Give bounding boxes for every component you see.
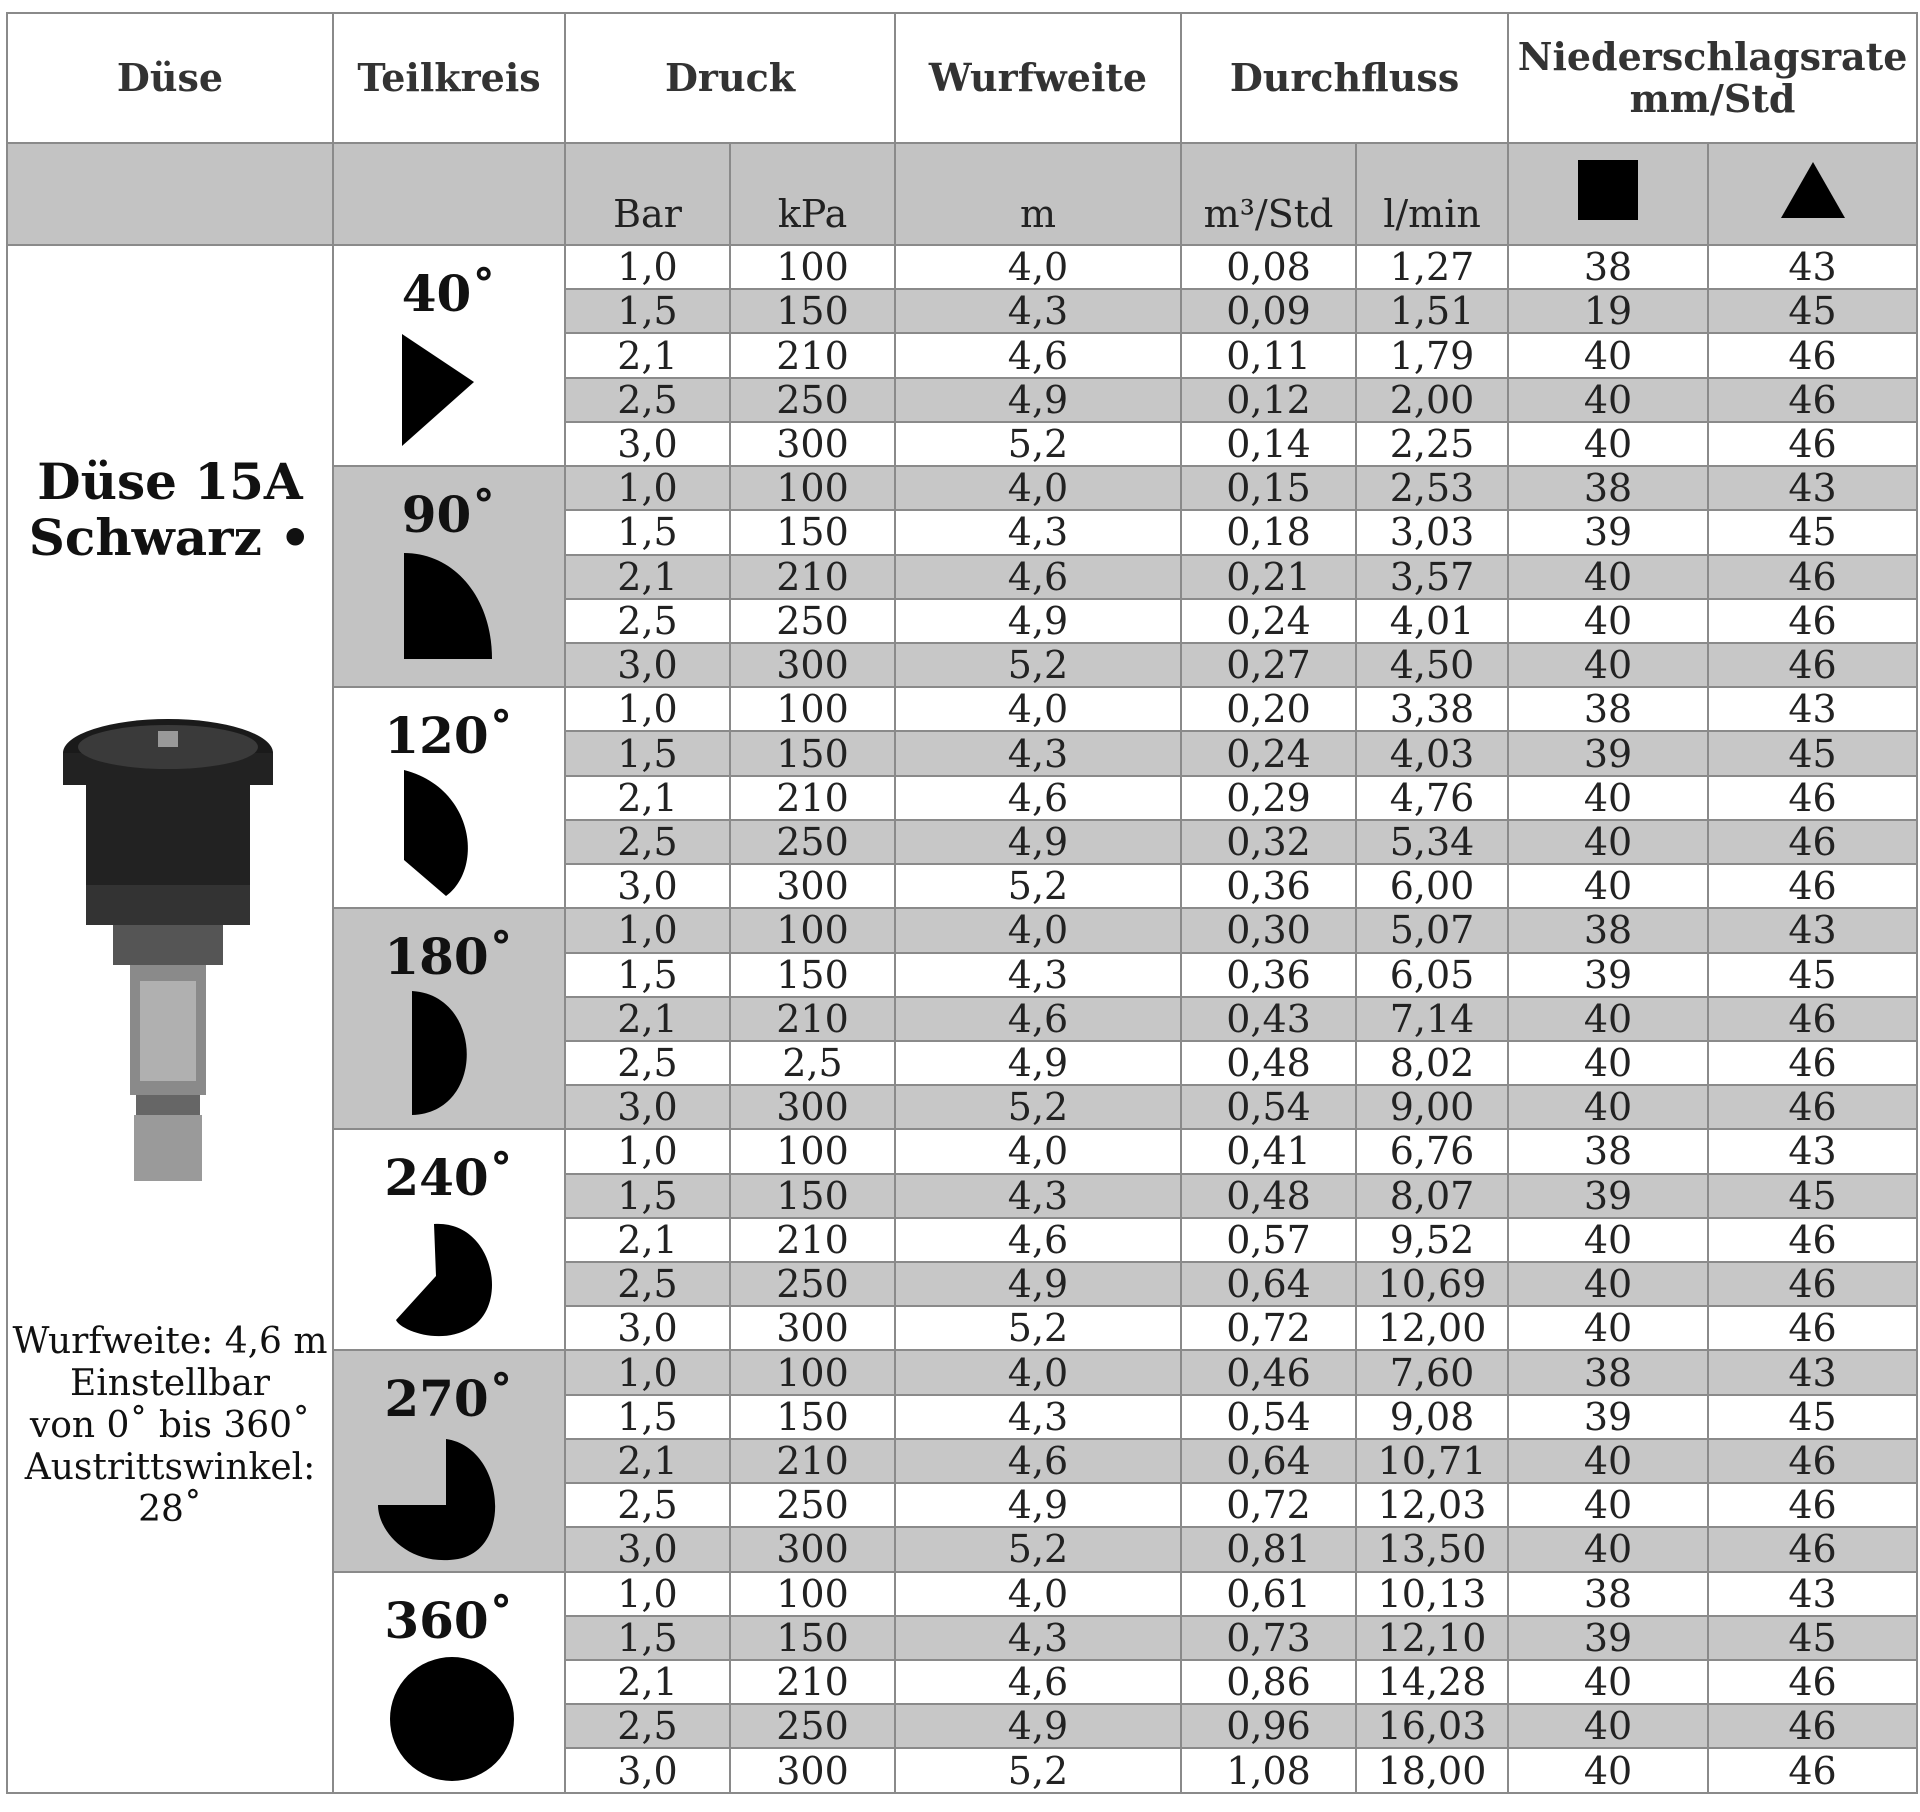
unit-m: m xyxy=(895,143,1181,245)
cell-rate-square: 39 xyxy=(1508,953,1708,997)
cell-flow-m3: 0,21 xyxy=(1181,555,1356,599)
cell-rate-square: 40 xyxy=(1508,643,1708,687)
cell-pressure-bar: 3,0 xyxy=(565,643,730,687)
cell-pressure-bar: 2,5 xyxy=(565,378,730,422)
header-niederschlagsrate-label: Niederschlagsrate xyxy=(1517,34,1908,79)
cell-pressure-kpa: 150 xyxy=(730,731,895,775)
cell-rate-square: 40 xyxy=(1508,820,1708,864)
unit-m3-std: m³/Std xyxy=(1181,143,1356,245)
arc-label: 360˚ xyxy=(384,1590,514,1650)
cell-flow-m3: 0,29 xyxy=(1181,776,1356,820)
cell-rate-triangle: 45 xyxy=(1708,953,1917,997)
cell-throw-m: 4,3 xyxy=(895,731,1181,775)
cell-pressure-kpa: 100 xyxy=(730,908,895,952)
cell-flow-lmin: 10,13 xyxy=(1356,1572,1508,1616)
header-teilkreis: Teilkreis xyxy=(333,13,565,143)
cell-pressure-kpa: 250 xyxy=(730,820,895,864)
cell-flow-lmin: 12,10 xyxy=(1356,1616,1508,1660)
sector-120-icon xyxy=(374,768,524,898)
unit-blank-teilkreis xyxy=(333,143,565,245)
cell-flow-lmin: 3,57 xyxy=(1356,555,1508,599)
cell-rate-triangle: 45 xyxy=(1708,1616,1917,1660)
cell-rate-square: 40 xyxy=(1508,997,1708,1041)
cell-flow-lmin: 1,79 xyxy=(1356,333,1508,377)
cell-pressure-kpa: 150 xyxy=(730,510,895,554)
cell-flow-m3: 0,11 xyxy=(1181,333,1356,377)
cell-flow-m3: 0,36 xyxy=(1181,864,1356,908)
cell-flow-m3: 0,30 xyxy=(1181,908,1356,952)
cell-rate-square: 38 xyxy=(1508,687,1708,731)
cell-throw-m: 4,9 xyxy=(895,1041,1181,1085)
cell-pressure-bar: 1,0 xyxy=(565,687,730,731)
cell-flow-lmin: 10,69 xyxy=(1356,1262,1508,1306)
cell-rate-square: 40 xyxy=(1508,599,1708,643)
cell-pressure-kpa: 150 xyxy=(730,1174,895,1218)
cell-flow-lmin: 9,00 xyxy=(1356,1085,1508,1129)
cell-flow-lmin: 6,05 xyxy=(1356,953,1508,997)
cell-flow-lmin: 3,38 xyxy=(1356,687,1508,731)
cell-flow-m3: 0,86 xyxy=(1181,1660,1356,1704)
cell-throw-m: 4,0 xyxy=(895,1129,1181,1173)
cell-pressure-bar: 2,1 xyxy=(565,1218,730,1262)
cell-rate-triangle: 46 xyxy=(1708,643,1917,687)
cell-rate-triangle: 43 xyxy=(1708,1572,1917,1616)
cell-flow-lmin: 1,27 xyxy=(1356,245,1508,289)
cell-rate-triangle: 43 xyxy=(1708,1350,1917,1394)
cell-rate-square: 39 xyxy=(1508,731,1708,775)
cell-flow-m3: 1,08 xyxy=(1181,1748,1356,1793)
cell-rate-triangle: 46 xyxy=(1708,1306,1917,1350)
unit-l-min: l/min xyxy=(1356,143,1508,245)
cell-pressure-kpa: 250 xyxy=(730,1483,895,1527)
arc-cell xyxy=(333,245,565,466)
cell-pressure-bar: 3,0 xyxy=(565,864,730,908)
sector-40-icon xyxy=(374,326,524,456)
cell-rate-square: 40 xyxy=(1508,1218,1708,1262)
cell-pressure-kpa: 150 xyxy=(730,289,895,333)
cell-throw-m: 4,9 xyxy=(895,1704,1181,1748)
cell-flow-m3: 0,36 xyxy=(1181,953,1356,997)
cell-throw-m: 4,3 xyxy=(895,1174,1181,1218)
cell-rate-square: 40 xyxy=(1508,1306,1708,1350)
cell-pressure-kpa: 100 xyxy=(730,466,895,510)
cell-pressure-kpa: 300 xyxy=(730,643,895,687)
cell-rate-triangle: 43 xyxy=(1708,687,1917,731)
cell-throw-m: 5,2 xyxy=(895,1748,1181,1793)
header-niederschlagsrate-unit: mm/Std xyxy=(1629,76,1796,121)
cell-pressure-kpa: 250 xyxy=(730,1262,895,1306)
cell-flow-m3: 0,57 xyxy=(1181,1218,1356,1262)
cell-rate-triangle: 46 xyxy=(1708,1262,1917,1306)
cell-throw-m: 4,3 xyxy=(895,953,1181,997)
cell-pressure-kpa: 250 xyxy=(730,1704,895,1748)
cell-throw-m: 4,3 xyxy=(895,1616,1181,1660)
cell-rate-square: 40 xyxy=(1508,378,1708,422)
arc-label: 180˚ xyxy=(384,927,514,987)
cell-flow-lmin: 4,01 xyxy=(1356,599,1508,643)
cell-pressure-kpa: 300 xyxy=(730,1748,895,1793)
cell-rate-square: 40 xyxy=(1508,333,1708,377)
cell-pressure-kpa: 150 xyxy=(730,1616,895,1660)
cell-throw-m: 5,2 xyxy=(895,1527,1181,1571)
cell-flow-lmin: 12,03 xyxy=(1356,1483,1508,1527)
cell-pressure-kpa: 300 xyxy=(730,1527,895,1571)
arc-cell xyxy=(333,1129,565,1350)
cell-flow-lmin: 18,00 xyxy=(1356,1748,1508,1793)
cell-flow-lmin: 2,53 xyxy=(1356,466,1508,510)
arc-cell xyxy=(333,1350,565,1571)
cell-rate-triangle: 46 xyxy=(1708,864,1917,908)
cell-pressure-kpa: 300 xyxy=(730,1306,895,1350)
cell-flow-m3: 0,15 xyxy=(1181,466,1356,510)
cell-flow-lmin: 4,50 xyxy=(1356,643,1508,687)
cell-flow-m3: 0,64 xyxy=(1181,1439,1356,1483)
cell-rate-triangle: 46 xyxy=(1708,1704,1917,1748)
arc-cell xyxy=(333,466,565,687)
arc-cell xyxy=(333,1572,565,1793)
cell-pressure-kpa: 210 xyxy=(730,555,895,599)
cell-throw-m: 4,9 xyxy=(895,1262,1181,1306)
arc-label: 40˚ xyxy=(401,264,497,323)
cell-pressure-bar: 1,0 xyxy=(565,1350,730,1394)
cell-flow-lmin: 6,76 xyxy=(1356,1129,1508,1173)
cell-pressure-kpa: 210 xyxy=(730,997,895,1041)
cell-pressure-bar: 3,0 xyxy=(565,1748,730,1793)
cell-pressure-bar: 3,0 xyxy=(565,1527,730,1571)
cell-rate-square: 40 xyxy=(1508,1660,1708,1704)
cell-rate-square: 38 xyxy=(1508,1129,1708,1173)
cell-rate-triangle: 46 xyxy=(1708,555,1917,599)
cell-flow-m3: 0,72 xyxy=(1181,1306,1356,1350)
cell-rate-triangle: 46 xyxy=(1708,1527,1917,1571)
cell-flow-m3: 0,72 xyxy=(1181,1483,1356,1527)
cell-flow-lmin: 9,08 xyxy=(1356,1395,1508,1439)
nozzle-note-angle-label: Austrittswinkel: xyxy=(24,1447,316,1488)
nozzle-title xyxy=(8,454,332,566)
cell-pressure-kpa: 250 xyxy=(730,378,895,422)
cell-pressure-bar: 2,5 xyxy=(565,1041,730,1085)
cell-flow-lmin: 10,71 xyxy=(1356,1439,1508,1483)
header-durchfluss: Durchfluss xyxy=(1181,13,1508,143)
cell-pressure-bar: 1,5 xyxy=(565,731,730,775)
cell-pressure-kpa: 100 xyxy=(730,687,895,731)
cell-pressure-bar: 2,5 xyxy=(565,1704,730,1748)
triangle-icon xyxy=(1781,162,1845,218)
cell-pressure-bar: 2,5 xyxy=(565,599,730,643)
cell-pressure-bar: 2,1 xyxy=(565,333,730,377)
cell-throw-m: 4,6 xyxy=(895,555,1181,599)
cell-rate-triangle: 45 xyxy=(1708,289,1917,333)
cell-pressure-kpa: 210 xyxy=(730,1439,895,1483)
cell-flow-lmin: 9,52 xyxy=(1356,1218,1508,1262)
cell-rate-square: 40 xyxy=(1508,1085,1708,1129)
nozzle-note-adjustable: Einstellbar xyxy=(70,1363,270,1404)
header-wurfweite: Wurfweite xyxy=(895,13,1181,143)
cell-flow-m3: 0,27 xyxy=(1181,643,1356,687)
cell-rate-square: 40 xyxy=(1508,1439,1708,1483)
cell-rate-triangle: 46 xyxy=(1708,1085,1917,1129)
cell-rate-square: 39 xyxy=(1508,1174,1708,1218)
cell-pressure-bar: 3,0 xyxy=(565,422,730,466)
cell-flow-lmin: 6,00 xyxy=(1356,864,1508,908)
cell-pressure-kpa: 100 xyxy=(730,1350,895,1394)
cell-pressure-kpa: 2,5 xyxy=(730,1041,895,1085)
cell-flow-lmin: 7,14 xyxy=(1356,997,1508,1041)
sector-180-icon xyxy=(374,989,524,1119)
cell-rate-square: 38 xyxy=(1508,245,1708,289)
cell-rate-triangle: 45 xyxy=(1708,510,1917,554)
cell-rate-square: 38 xyxy=(1508,466,1708,510)
cell-flow-m3: 0,46 xyxy=(1181,1350,1356,1394)
cell-rate-triangle: 46 xyxy=(1708,333,1917,377)
arc-cell xyxy=(333,908,565,1129)
unit-square-spacing xyxy=(1508,143,1708,245)
cell-throw-m: 4,6 xyxy=(895,1660,1181,1704)
cell-pressure-kpa: 300 xyxy=(730,422,895,466)
cell-flow-m3: 0,54 xyxy=(1181,1085,1356,1129)
cell-throw-m: 4,9 xyxy=(895,820,1181,864)
nozzle-notes xyxy=(8,1321,332,1531)
cell-pressure-kpa: 100 xyxy=(730,245,895,289)
unit-triangle-spacing xyxy=(1708,143,1917,245)
cell-pressure-bar: 1,5 xyxy=(565,1174,730,1218)
cell-flow-m3: 0,09 xyxy=(1181,289,1356,333)
cell-flow-lmin: 13,50 xyxy=(1356,1527,1508,1571)
cell-pressure-kpa: 150 xyxy=(730,953,895,997)
nozzle-color: Schwarz • xyxy=(28,508,312,567)
cell-flow-lmin: 2,00 xyxy=(1356,378,1508,422)
cell-throw-m: 5,2 xyxy=(895,1306,1181,1350)
cell-flow-lmin: 4,76 xyxy=(1356,776,1508,820)
cell-flow-lmin: 2,25 xyxy=(1356,422,1508,466)
cell-pressure-bar: 2,1 xyxy=(565,1439,730,1483)
cell-throw-m: 4,0 xyxy=(895,687,1181,731)
cell-throw-m: 4,9 xyxy=(895,378,1181,422)
cell-pressure-bar: 1,0 xyxy=(565,245,730,289)
cell-throw-m: 4,0 xyxy=(895,908,1181,952)
cell-rate-triangle: 46 xyxy=(1708,378,1917,422)
cell-rate-square: 40 xyxy=(1508,776,1708,820)
cell-rate-triangle: 46 xyxy=(1708,1483,1917,1527)
cell-throw-m: 4,9 xyxy=(895,1483,1181,1527)
cell-pressure-kpa: 100 xyxy=(730,1572,895,1616)
cell-flow-m3: 0,24 xyxy=(1181,599,1356,643)
cell-rate-triangle: 45 xyxy=(1708,731,1917,775)
cell-throw-m: 4,0 xyxy=(895,1350,1181,1394)
cell-throw-m: 4,0 xyxy=(895,466,1181,510)
cell-pressure-kpa: 210 xyxy=(730,1218,895,1262)
cell-flow-lmin: 3,03 xyxy=(1356,510,1508,554)
arc-label: 90˚ xyxy=(401,485,497,545)
cell-rate-square: 40 xyxy=(1508,864,1708,908)
cell-flow-lmin: 7,60 xyxy=(1356,1350,1508,1394)
cell-rate-square: 38 xyxy=(1508,1572,1708,1616)
cell-rate-square: 39 xyxy=(1508,510,1708,554)
cell-flow-lmin: 8,07 xyxy=(1356,1174,1508,1218)
cell-rate-square: 40 xyxy=(1508,1748,1708,1793)
cell-throw-m: 4,6 xyxy=(895,1218,1181,1262)
cell-pressure-kpa: 150 xyxy=(730,1395,895,1439)
unit-kpa: kPa xyxy=(730,143,895,245)
cell-rate-triangle: 46 xyxy=(1708,1660,1917,1704)
sector-240-icon xyxy=(374,1210,524,1340)
cell-pressure-kpa: 210 xyxy=(730,1660,895,1704)
header-duese: Düse xyxy=(7,13,333,143)
cell-flow-lmin: 14,28 xyxy=(1356,1660,1508,1704)
cell-pressure-bar: 2,5 xyxy=(565,1483,730,1527)
cell-rate-triangle: 45 xyxy=(1708,1174,1917,1218)
cell-throw-m: 4,3 xyxy=(895,510,1181,554)
cell-flow-m3: 0,96 xyxy=(1181,1704,1356,1748)
cell-pressure-bar: 1,0 xyxy=(565,1129,730,1173)
cell-rate-triangle: 46 xyxy=(1708,422,1917,466)
cell-flow-m3: 0,48 xyxy=(1181,1174,1356,1218)
cell-pressure-kpa: 210 xyxy=(730,776,895,820)
cell-pressure-kpa: 100 xyxy=(730,1129,895,1173)
cell-pressure-bar: 1,0 xyxy=(565,466,730,510)
cell-flow-m3: 0,61 xyxy=(1181,1572,1356,1616)
cell-throw-m: 4,3 xyxy=(895,1395,1181,1439)
cell-flow-m3: 0,12 xyxy=(1181,378,1356,422)
cell-rate-triangle: 43 xyxy=(1708,1129,1917,1173)
cell-throw-m: 5,2 xyxy=(895,422,1181,466)
cell-pressure-bar: 2,5 xyxy=(565,820,730,864)
cell-flow-m3: 0,43 xyxy=(1181,997,1356,1041)
cell-throw-m: 4,6 xyxy=(895,776,1181,820)
cell-pressure-bar: 1,5 xyxy=(565,953,730,997)
arc-label: 120˚ xyxy=(384,706,514,766)
cell-pressure-bar: 3,0 xyxy=(565,1306,730,1350)
cell-rate-square: 38 xyxy=(1508,1350,1708,1394)
cell-rate-triangle: 46 xyxy=(1708,1748,1917,1793)
cell-rate-triangle: 43 xyxy=(1708,466,1917,510)
cell-rate-triangle: 43 xyxy=(1708,245,1917,289)
cell-rate-triangle: 45 xyxy=(1708,1395,1917,1439)
cell-pressure-bar: 1,5 xyxy=(565,1616,730,1660)
cell-pressure-kpa: 300 xyxy=(730,1085,895,1129)
cell-rate-triangle: 46 xyxy=(1708,820,1917,864)
cell-pressure-kpa: 210 xyxy=(730,333,895,377)
cell-flow-m3: 0,54 xyxy=(1181,1395,1356,1439)
table-row xyxy=(7,245,1917,289)
cell-pressure-bar: 1,0 xyxy=(565,1572,730,1616)
cell-flow-m3: 0,64 xyxy=(1181,1262,1356,1306)
cell-rate-triangle: 43 xyxy=(1708,908,1917,952)
header-niederschlagsrate xyxy=(1508,13,1917,143)
cell-rate-triangle: 46 xyxy=(1708,599,1917,643)
cell-pressure-bar: 2,1 xyxy=(565,997,730,1041)
cell-rate-square: 40 xyxy=(1508,1704,1708,1748)
sector-270-icon xyxy=(374,1431,524,1561)
cell-pressure-bar: 3,0 xyxy=(565,1085,730,1129)
cell-rate-square: 40 xyxy=(1508,1041,1708,1085)
cell-throw-m: 4,6 xyxy=(895,333,1181,377)
cell-rate-square: 39 xyxy=(1508,1395,1708,1439)
cell-throw-m: 5,2 xyxy=(895,1085,1181,1129)
cell-flow-lmin: 8,02 xyxy=(1356,1041,1508,1085)
cell-throw-m: 4,6 xyxy=(895,997,1181,1041)
unit-bar: Bar xyxy=(565,143,730,245)
cell-flow-lmin: 1,51 xyxy=(1356,289,1508,333)
cell-rate-square: 40 xyxy=(1508,1527,1708,1571)
cell-flow-m3: 0,32 xyxy=(1181,820,1356,864)
header-druck: Druck xyxy=(565,13,895,143)
cell-pressure-bar: 2,1 xyxy=(565,555,730,599)
cell-throw-m: 4,3 xyxy=(895,289,1181,333)
unit-blank-duese xyxy=(7,143,333,245)
cell-flow-lmin: 5,34 xyxy=(1356,820,1508,864)
cell-throw-m: 4,0 xyxy=(895,245,1181,289)
circle-360-icon xyxy=(374,1653,524,1783)
cell-rate-square: 38 xyxy=(1508,908,1708,952)
cell-throw-m: 5,2 xyxy=(895,643,1181,687)
cell-flow-m3: 0,73 xyxy=(1181,1616,1356,1660)
cell-flow-lmin: 4,03 xyxy=(1356,731,1508,775)
cell-throw-m: 4,0 xyxy=(895,1572,1181,1616)
cell-flow-m3: 0,18 xyxy=(1181,510,1356,554)
cell-pressure-bar: 2,5 xyxy=(565,1262,730,1306)
nozzle-note-angle-value: 28˚ xyxy=(138,1489,202,1530)
cell-rate-square: 40 xyxy=(1508,1262,1708,1306)
cell-throw-m: 4,6 xyxy=(895,1439,1181,1483)
cell-flow-m3: 0,24 xyxy=(1181,731,1356,775)
cell-flow-m3: 0,81 xyxy=(1181,1527,1356,1571)
cell-rate-square: 19 xyxy=(1508,289,1708,333)
cell-flow-m3: 0,14 xyxy=(1181,422,1356,466)
cell-pressure-bar: 1,0 xyxy=(565,908,730,952)
cell-rate-triangle: 46 xyxy=(1708,997,1917,1041)
square-icon xyxy=(1578,160,1638,220)
cell-flow-m3: 0,20 xyxy=(1181,687,1356,731)
sector-90-icon xyxy=(374,547,524,677)
cell-pressure-kpa: 250 xyxy=(730,599,895,643)
cell-rate-triangle: 46 xyxy=(1708,1439,1917,1483)
nozzle-photo xyxy=(58,711,278,1191)
cell-flow-lmin: 5,07 xyxy=(1356,908,1508,952)
arc-label: 270˚ xyxy=(384,1369,514,1429)
cell-pressure-kpa: 300 xyxy=(730,864,895,908)
cell-rate-square: 40 xyxy=(1508,555,1708,599)
cell-pressure-bar: 1,5 xyxy=(565,510,730,554)
cell-flow-m3: 0,48 xyxy=(1181,1041,1356,1085)
cell-pressure-bar: 2,1 xyxy=(565,1660,730,1704)
nozzle-note-throw: Wurfweite: 4,6 m xyxy=(12,1321,328,1362)
cell-flow-m3: 0,08 xyxy=(1181,245,1356,289)
cell-throw-m: 4,9 xyxy=(895,599,1181,643)
cell-flow-m3: 0,41 xyxy=(1181,1129,1356,1173)
cell-flow-lmin: 16,03 xyxy=(1356,1704,1508,1748)
cell-rate-square: 40 xyxy=(1508,1483,1708,1527)
cell-flow-lmin: 12,00 xyxy=(1356,1306,1508,1350)
arc-label: 240˚ xyxy=(384,1148,514,1208)
cell-throw-m: 5,2 xyxy=(895,864,1181,908)
cell-pressure-bar: 2,1 xyxy=(565,776,730,820)
cell-rate-square: 39 xyxy=(1508,1616,1708,1660)
nozzle-note-range: von 0˚ bis 360˚ xyxy=(29,1405,311,1446)
nozzle-info-cell xyxy=(7,245,333,1793)
nozzle-name: Düse 15A xyxy=(37,452,303,511)
cell-rate-triangle: 46 xyxy=(1708,1218,1917,1262)
cell-rate-triangle: 46 xyxy=(1708,776,1917,820)
nozzle-performance-table xyxy=(6,12,1918,1794)
arc-cell xyxy=(333,687,565,908)
cell-pressure-bar: 1,5 xyxy=(565,1395,730,1439)
cell-rate-triangle: 46 xyxy=(1708,1041,1917,1085)
cell-rate-square: 40 xyxy=(1508,422,1708,466)
cell-pressure-bar: 1,5 xyxy=(565,289,730,333)
